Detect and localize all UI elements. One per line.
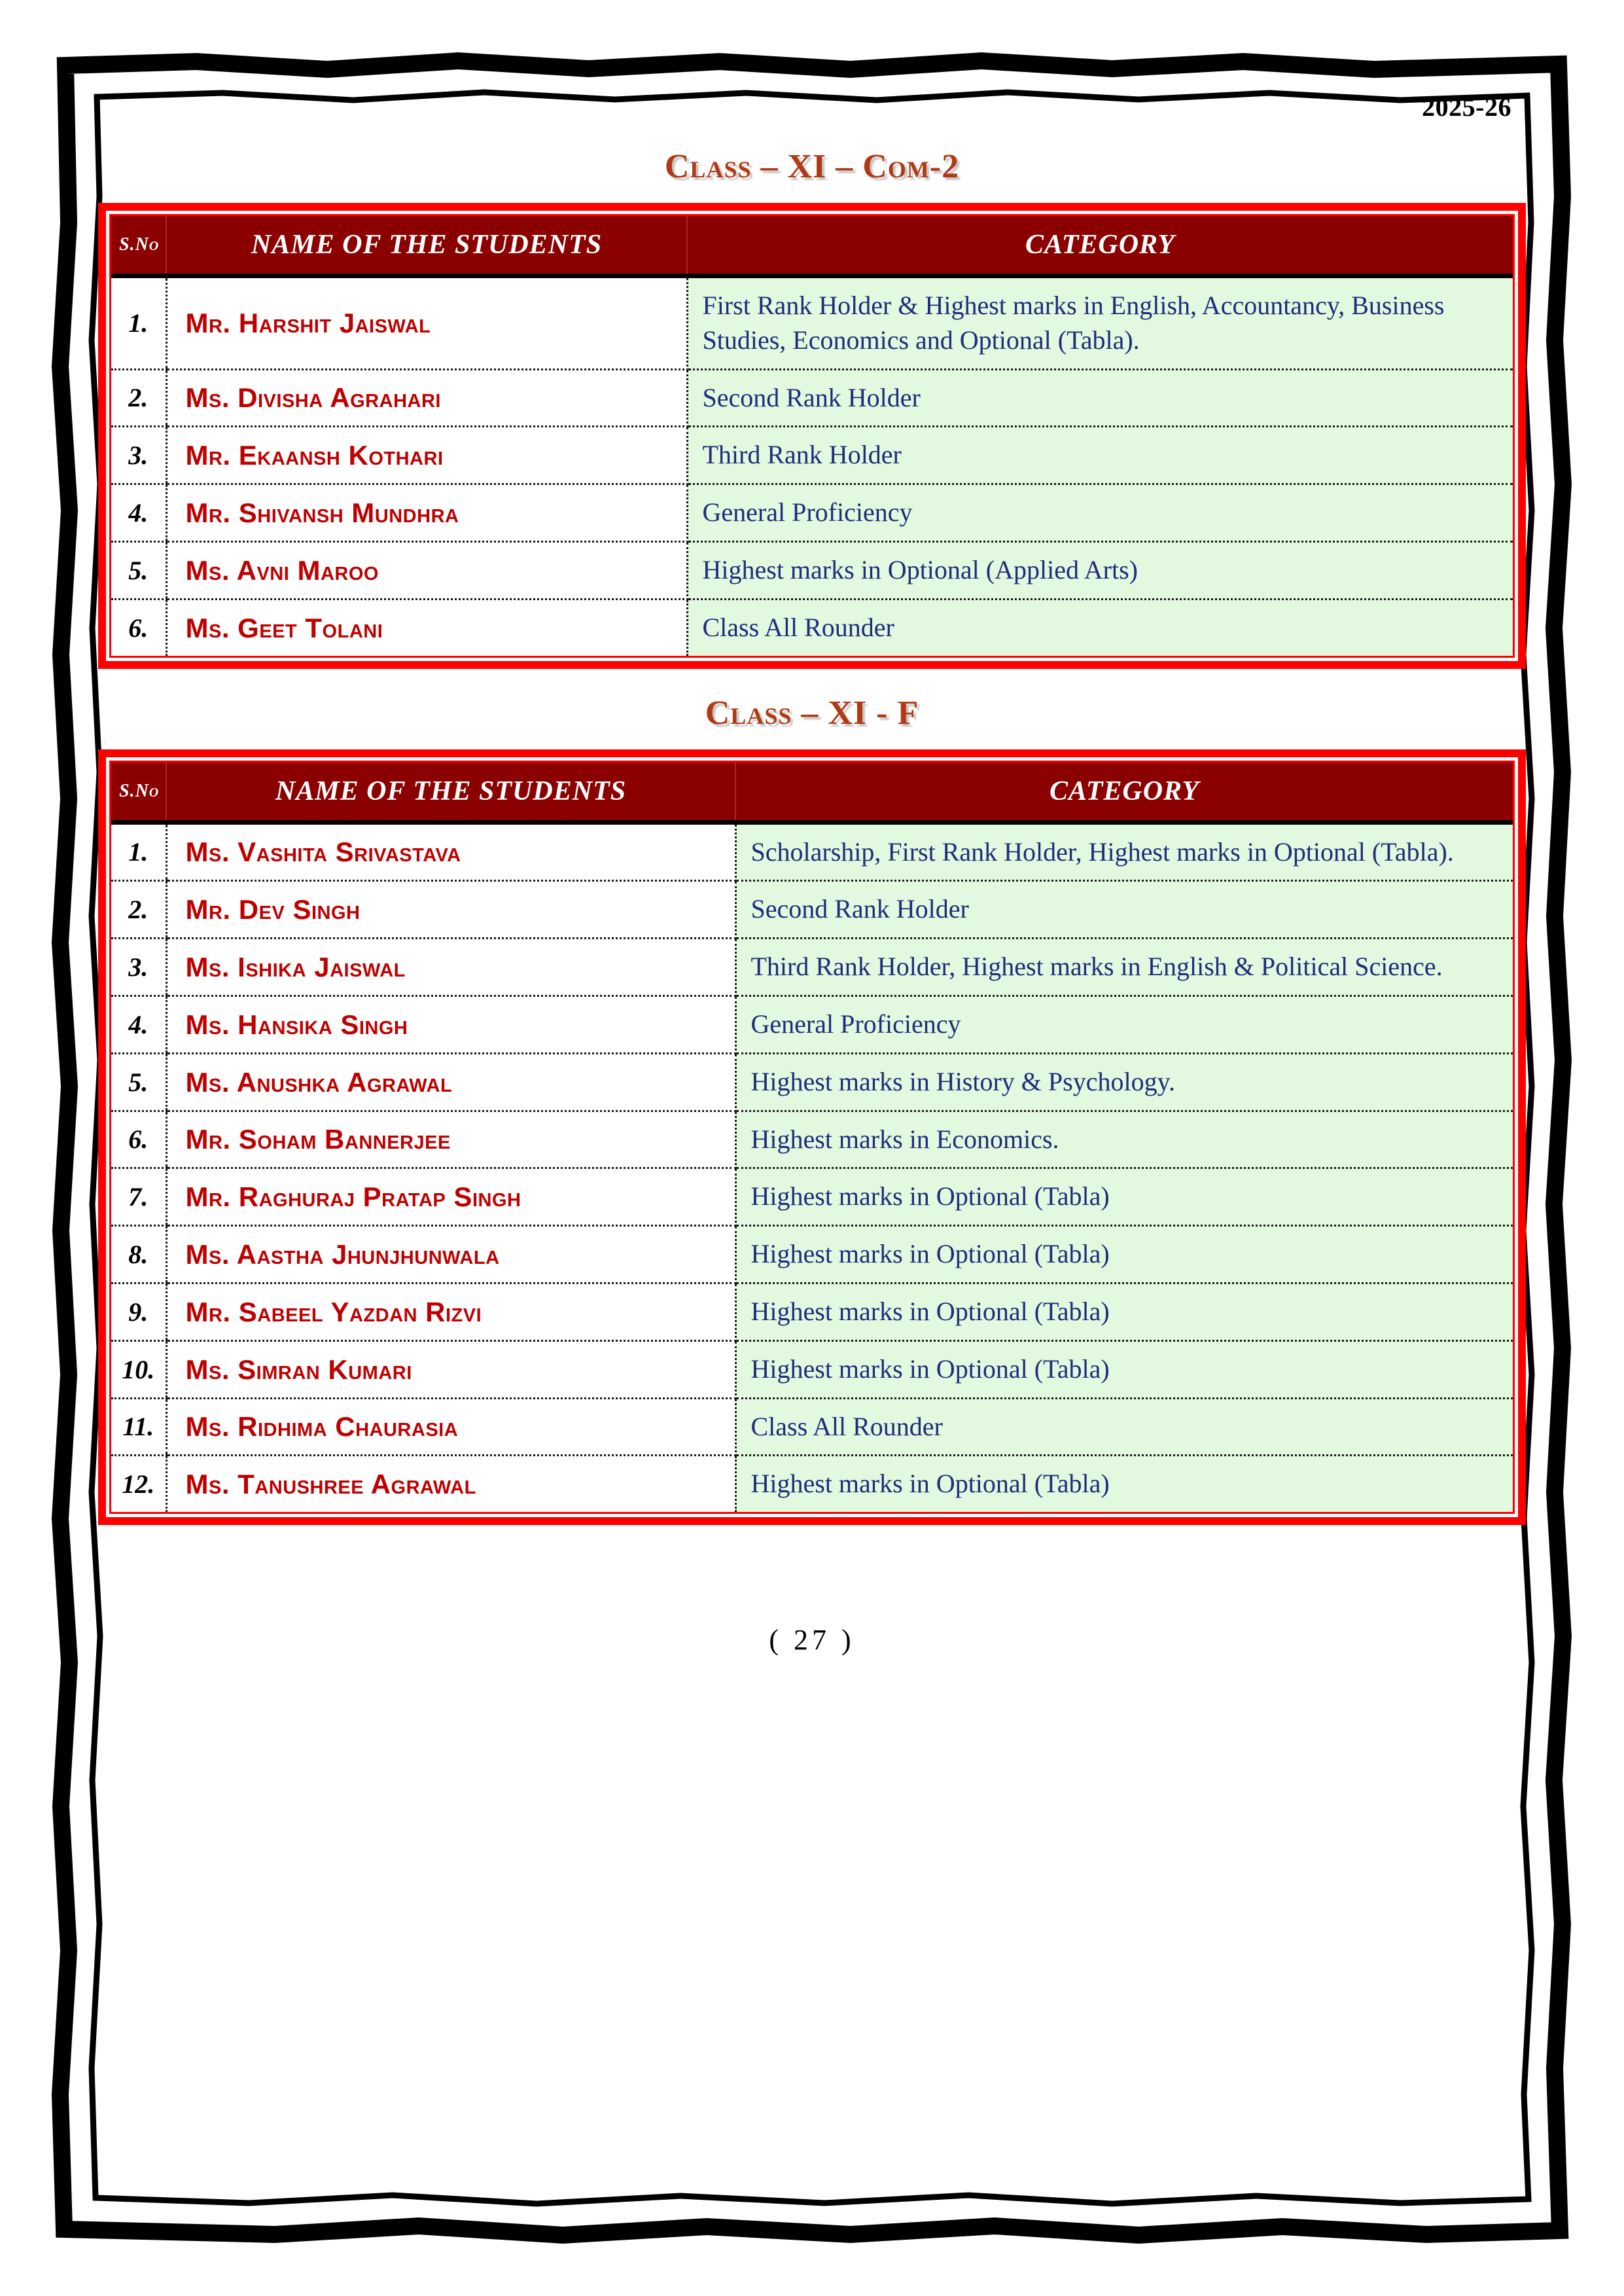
section-title: Class – XI – Com-2	[664, 148, 960, 185]
row-serial: 2.	[111, 369, 166, 427]
row-student-name: Ms. Divisha Agrahari	[166, 369, 687, 427]
row-category: First Rank Holder & Highest marks in English, Accountancy, Business Studies, Economics and Optional (Tabla).	[687, 276, 1513, 370]
row-serial: 1.	[111, 276, 166, 370]
row-category: Highest marks in History & Psychology.	[735, 1053, 1513, 1111]
row-category: Class All Rounder	[735, 1398, 1513, 1456]
column-header-sno: S.No	[111, 216, 166, 276]
row-student-name: Ms. Hansika Singh	[166, 996, 735, 1053]
row-serial: 9.	[111, 1283, 166, 1340]
row-serial: 1.	[111, 822, 166, 881]
column-header-name: NAME OF THE STUDENTS	[166, 216, 687, 276]
table-header-row	[111, 216, 1513, 276]
table-row	[111, 1283, 1513, 1340]
row-serial: 10.	[111, 1340, 166, 1398]
row-student-name: Ms. Simran Kumari	[166, 1340, 735, 1398]
row-serial: 5.	[111, 541, 166, 599]
row-student-name: Ms. Geet Tolani	[166, 599, 687, 655]
table-row	[111, 427, 1513, 484]
table-inner-frame	[109, 214, 1515, 658]
table-row	[111, 276, 1513, 370]
row-serial: 6.	[111, 1111, 166, 1168]
row-serial: 5.	[111, 1053, 166, 1111]
row-category: General Proficiency	[687, 484, 1513, 542]
table-inner-frame	[109, 761, 1515, 1515]
table-row	[111, 541, 1513, 599]
table-row	[111, 881, 1513, 939]
row-serial: 12.	[111, 1456, 166, 1512]
row-category: Second Rank Holder	[735, 881, 1513, 939]
row-category: Highest marks in Optional (Applied Arts)	[687, 541, 1513, 599]
row-student-name: Mr. Harshit Jaiswal	[166, 276, 687, 370]
column-header-category: CATEGORY	[687, 216, 1513, 276]
awards-table-com2	[111, 216, 1513, 656]
row-serial: 3.	[111, 939, 166, 996]
row-category: Scholarship, First Rank Holder, Highest marks in Optional (Tabla).	[735, 822, 1513, 881]
row-serial: 8.	[111, 1226, 166, 1283]
row-student-name: Ms. Ishika Jaiswal	[166, 939, 735, 996]
row-student-name: Mr. Raghuraj Pratap Singh	[166, 1168, 735, 1226]
row-category: Class All Rounder	[687, 599, 1513, 655]
row-serial: 6.	[111, 599, 166, 655]
row-student-name: Ms. Avni Maroo	[166, 541, 687, 599]
table-row	[111, 1226, 1513, 1283]
row-serial: 4.	[111, 484, 166, 542]
row-student-name: Mr. Shivansh Mundhra	[166, 484, 687, 542]
row-category: Highest marks in Optional (Tabla)	[735, 1456, 1513, 1512]
table-row	[111, 1111, 1513, 1168]
row-category: Highest marks in Optional (Tabla)	[735, 1340, 1513, 1398]
table-row	[111, 1340, 1513, 1398]
table-row	[111, 1168, 1513, 1226]
awards-table-f	[111, 762, 1513, 1513]
row-category: Highest marks in Optional (Tabla)	[735, 1283, 1513, 1340]
table-row	[111, 996, 1513, 1053]
section-title: Class – XI - F	[705, 694, 919, 732]
row-student-name: Ms. Vashita Srivastava	[166, 822, 735, 881]
table-row	[111, 369, 1513, 427]
section-class-xi-com2	[98, 147, 1526, 669]
row-serial: 11.	[111, 1398, 166, 1456]
row-serial: 4.	[111, 996, 166, 1053]
row-student-name: Mr. Sabeel Yazdan Rizvi	[166, 1283, 735, 1340]
page-content	[98, 92, 1526, 2206]
table-row	[111, 822, 1513, 881]
row-category: Highest marks in Economics.	[735, 1111, 1513, 1168]
row-serial: 2.	[111, 881, 166, 939]
row-student-name: Ms. Tanushree Agrawal	[166, 1456, 735, 1512]
table-red-frame	[98, 203, 1526, 669]
column-header-sno: S.No	[111, 762, 166, 823]
page-number: ( 27 )	[769, 1624, 855, 1657]
row-category: Highest marks in Optional (Tabla)	[735, 1226, 1513, 1283]
column-header-category: CATEGORY	[735, 762, 1513, 823]
row-category: Third Rank Holder, Highest marks in English & Political Science.	[735, 939, 1513, 996]
row-student-name: Ms. Ridhima Chaurasia	[166, 1398, 735, 1456]
row-serial: 7.	[111, 1168, 166, 1226]
row-student-name: Mr. Ekaansh Kothari	[166, 427, 687, 484]
row-serial: 3.	[111, 427, 166, 484]
row-student-name: Ms. Aastha Jhunjhunwala	[166, 1226, 735, 1283]
table-red-frame	[98, 749, 1526, 1526]
table-row	[111, 484, 1513, 542]
table-row	[111, 599, 1513, 655]
row-category: Third Rank Holder	[687, 427, 1513, 484]
table-header-row	[111, 762, 1513, 823]
row-student-name: Mr. Dev Singh	[166, 881, 735, 939]
row-category: General Proficiency	[735, 996, 1513, 1053]
table-row	[111, 1456, 1513, 1512]
academic-year: 2025-26	[1422, 92, 1511, 122]
row-category: Highest marks in Optional (Tabla)	[735, 1168, 1513, 1226]
section-class-xi-f	[98, 694, 1526, 1526]
table-row	[111, 1053, 1513, 1111]
table-row	[111, 1398, 1513, 1456]
row-category: Second Rank Holder	[687, 369, 1513, 427]
table-row	[111, 939, 1513, 996]
row-student-name: Ms. Anushka Agrawal	[166, 1053, 735, 1111]
row-student-name: Mr. Soham Bannerjee	[166, 1111, 735, 1168]
column-header-name: NAME OF THE STUDENTS	[166, 762, 735, 823]
